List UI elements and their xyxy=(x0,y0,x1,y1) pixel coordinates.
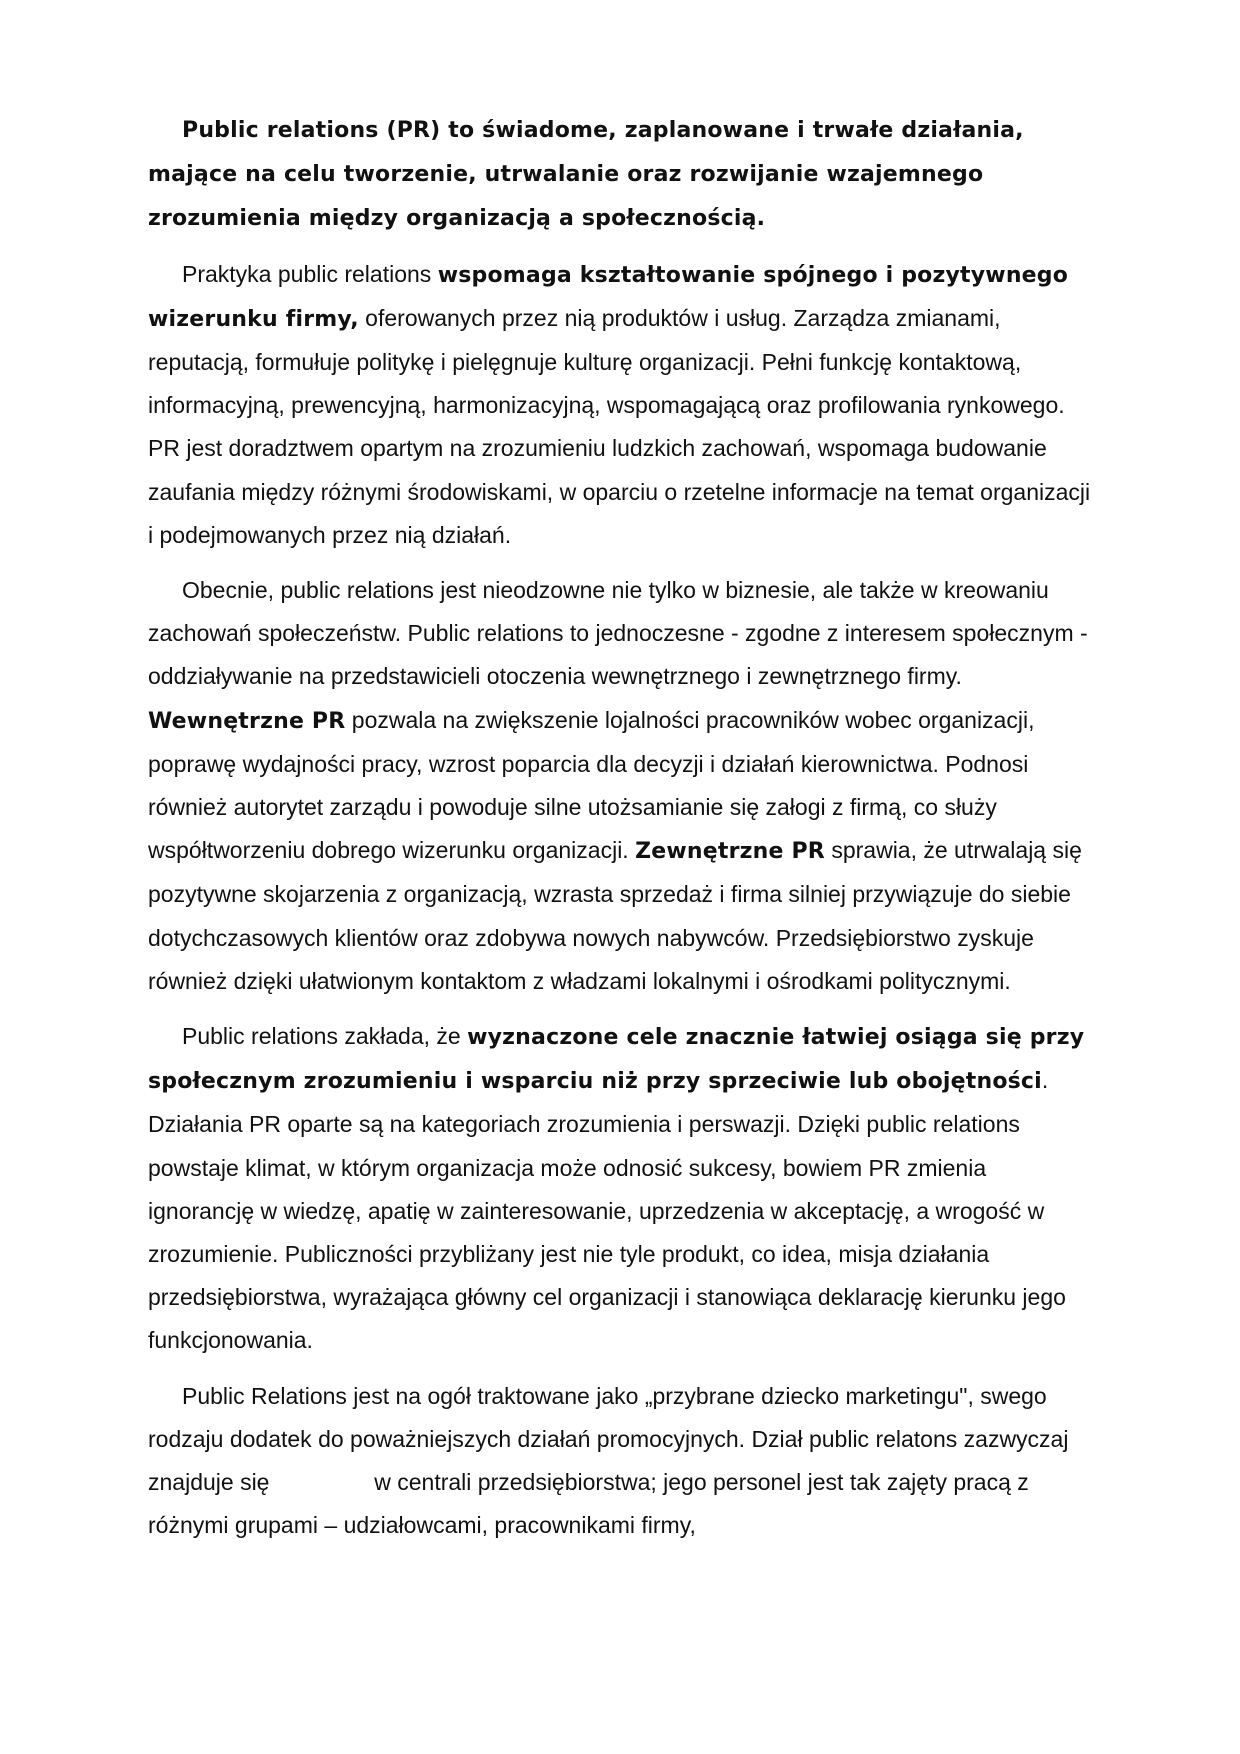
paragraph-segment: Wewnętrzne PR xyxy=(148,708,346,734)
paragraph-segment: wyznaczone cele znacznie łatwiej osiąga się przy społecznym zrozumieniu i wsparciu niż przy sprzeciwie lub obojętności xyxy=(148,1025,1085,1095)
paragraph-segment: oferowanych przez nią produktów i usług. Zarządza zmianami, reputacją, formułuje politykę i pielęgnuje kulturę organizacji. Pełni funkcję kontaktową, informacyjną, prewencyjną, harmonizacyjną, wspomagającą oraz profilowania rynkowego. PR jest doradztwem opartym na zrozumieniu ludzkich zachowań, wspomaga budowanie zaufania między różnymi środowiskami, w oparciu o rzetelne informacje na temat organizacji i podejmowanych przez nią działań. xyxy=(148,304,1091,548)
paragraph-practice xyxy=(148,253,1098,557)
paragraph-segment: Public relations (PR) to świadome, zaplanowane i trwałe działania, mające na celu tworzenie, utrwalanie oraz rozwijanie wzajemnego zrozumienia między organizacją a społecznością. xyxy=(148,118,1024,232)
paragraph-segment: pozwala na zwiększenie lojalności pracowników wobec organizacji, poprawę wydajności pracy, wzrost poparcia dla decyzji i działań kierownictwa. Podnosi również autorytet zarządu i powoduje silne utożsamianie się załogi z firmą, co służy współtworzeniu dobrego wizerunku organizacji. xyxy=(148,706,1035,864)
paragraph-segment: Public Relations jest na ogół traktowane jako „przybrane dziecko marketingu", swego rodzaju dodatek do poważniejszych działań promocyjnych. Dział public relatons zazwyczaj znajduje się xyxy=(148,1382,1069,1496)
paragraph-segment: . Działania PR oparte są na kategoriach zrozumienia i perswazji. Dzięki public relations powstaje klimat, w którym organizacja może odnosić sukcesy, bowiem PR zmienia ignorancję w wiedzę, apatię w zainteresowanie, uprzedzenia w akceptację, a wrogość w zrozumienie. Publiczności przybliżany jest nie tyle produkt, co idea, misja działania przedsiębiorstwa, wyrażająca główny cel organizacji i stanowiąca deklarację kierunku jego funkcjonowania. xyxy=(148,1067,1066,1354)
paragraph-segment: sprawia, że utrwalają się pozytywne skojarzenia z organizacją, wzrasta sprzedaż i firma silniej przywiązuje do siebie dotychczasowych klientów oraz zdobywa nowych nabywców. Przedsiębiorstwo zyskuje również dzięki ułatwionym kontaktom z władzami lokalnymi i ośrodkami politycznymi. xyxy=(148,837,1082,994)
paragraph-marketing xyxy=(148,1375,1098,1548)
paragraph-definition xyxy=(148,108,1098,241)
paragraph-segment: Public relations zakłada, że xyxy=(182,1023,468,1050)
paragraph-internal-external xyxy=(148,569,1098,1003)
paragraph-segment: Zewnętrzne PR xyxy=(635,839,825,865)
paragraph-segment: w centrali przedsiębiorstwa; jego personel jest tak zajęty pracą z różnymi grupami – udziałowcami, pracownikami firmy, xyxy=(148,1469,1029,1539)
paragraph-segment: Praktyka public relations xyxy=(182,260,438,287)
paragraph-segment: wspomaga kształtowanie spójnego i pozytywnego wizerunku firmy, xyxy=(148,262,1069,332)
document-body xyxy=(148,108,1098,1560)
paragraph-segment: Obecnie, public relations jest nieodzowne nie tylko w biznesie, ale także w kreowaniu zachowań społeczeństw. Public relations to jednoczesne - zgodne z interesem społecznym - oddziaływanie na przedstawicieli otoczenia wewnętrznego i zewnętrznego firmy. xyxy=(148,577,1088,690)
paragraph-goals xyxy=(148,1015,1098,1363)
